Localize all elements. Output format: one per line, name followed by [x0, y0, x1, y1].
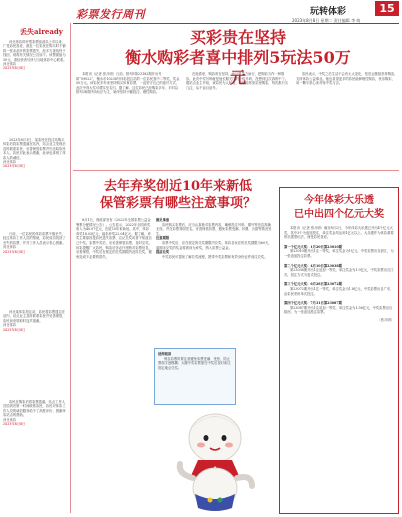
sidebar-block-text: 河北某体彩投注站，彩民将彩票遗忘在站内，站点业主及时联系彩民并妥善保管，彩民前来领取时连声道谢。: [3, 310, 66, 323]
sidebar-block-source: 河北体彩: [3, 417, 17, 422]
page-number-badge: 15: [375, 1, 399, 16]
mascot-right-eye: [222, 435, 227, 441]
article2-text: 8月1日，财政部发布《2022年全国彩票公益金筹集分配情况公告》。公告显示，2022年全国弃奖收入为40.07亿元，创近10年来新低。其中，体彩弃奖18.03亿元，福彩弃奖22.04亿元。据了解，弃奖主要原因是彩民遗失彩票、忘记兑奖或者不知道自己中奖。彩票中奖后，应妥善保管彩票，及时兑奖。体彩提醒广大彩民，购彩后务必仔细核对彩票信息，妥善保管，中奖后在规定的兑奖期限内及时兑奖，避免造成不必要的损失。: [76, 218, 152, 259]
article2-headline-line2: 保管彩票有哪些注意事项？: [99, 196, 256, 211]
sidebar-block: [3, 400, 67, 426]
section-title: 玩转体彩: [310, 7, 347, 17]
article3-intro: 本报讯（记者 张月明）截至8月2日，今年体彩大乐透已开出4个亿元大奖，其中3个为追加投注，单注奖金均达到1亿元以上。大乐透作为体彩重要的乐透型玩法，深受彩民喜爱。: [284, 226, 394, 240]
article3-text: 第23087期开出1注追加一等奖，单注奖金为1.56亿元，中奖彩票出自陕西，为一张追加投注彩票。: [284, 305, 393, 315]
article3-subheading: 第一个亿元大奖：1月20日第23010期: [284, 244, 342, 249]
article1-headline-line1: 买彩贵在坚持: [189, 28, 286, 47]
article3-text: 第23038期开出1注追加一等奖，单注奖金为1.9亿元，中奖彩票出自江苏，投注方式为复式投注。: [284, 268, 394, 277]
article1-text: 本报讯（记者 张月明）日前，排列5第23182期开出号码“09022”，衡水市10238号体彩投注站的一位彩民喜中二等奖，奖金50万元。该彩民多年来坚持购买体育彩票，一直坚守自己的选号方式，此次中得大奖可谓实至名归。据了解，这位彩民已经购彩多年，平时以排列3和排列5玩法为主，始终坚持小额投注、理性购彩。: [76, 72, 180, 95]
sidebar-divider: [70, 23, 71, 513]
sidebar-note-box: [154, 348, 236, 405]
sidebar-block: [3, 232, 67, 254]
sidebar-block-date: 2023年8月8日: [3, 164, 26, 169]
article-divider: [73, 170, 399, 171]
sidebar-block: [3, 310, 67, 332]
sidebar-block-source: 河北体彩: [3, 323, 17, 328]
article2-column-2: [156, 218, 274, 259]
article3-headline: [284, 194, 394, 222]
mascot-right-cheek: [225, 443, 233, 448]
sidebar-block-date: 2023年8月8日: [3, 66, 26, 71]
article2-headline: [86, 178, 270, 212]
mascot-left-cheek: [197, 443, 205, 448]
article3-headline-line1: 今年体彩大乐透: [304, 195, 374, 206]
article2-text: 彩民购买彩票后，应当认真核对彩票内容，确保投注号码、期号等信息准确无误，并在彩票背面签名。妥善保管彩票，避免彩票受潮、折叠、污损等情况发生。: [156, 222, 272, 236]
article3-text: 第23072期开出1注一等奖，单注奖金为1.8亿元，中奖彩票出自广东，由彩民采用单式投注。: [284, 286, 394, 296]
sidebar-block-date: 2023年8月8日: [3, 327, 26, 332]
mascot-head: [189, 414, 241, 462]
article2-headline-line1: 去年弃奖创近10年来新低: [103, 179, 253, 194]
article2-subheading: 提前兑奖: [156, 250, 170, 255]
note-box-text: 保存彩票时要注意避免彩票受潮、受热，防止票面字迹模糊；大额中奖彩票需在中奖后及时前往指定地点兑奖。: [158, 356, 231, 370]
note-box-title: 延伸阅读: [158, 352, 172, 356]
article3-subheading: 第三个亿元大奖：6月28日第23072期: [284, 282, 342, 287]
mascot-right-arm: [237, 477, 252, 486]
article3-headline-line2: 已中出四个亿元大奖: [294, 209, 384, 220]
article2-subheading: 做足准备: [156, 218, 170, 222]
sidebar-block-source: 河北体彩: [3, 245, 17, 250]
sidebar-block-text: 河北体彩即开型彩票刮刮乐上市以来，广受彩民喜爱，最近一位彩民在购买时不慎将一张未刮开的彩票遗失，经多方查找终于找回，现将有关情况公告如下。该票面值为30元，请拾获者尽快与当地体彩中心联系。: [3, 40, 67, 62]
date-line: 2023年8月8日 星期二 责任编辑 李 萌: [292, 18, 361, 23]
sidebar-block-source: 河北体彩: [3, 160, 17, 165]
article3-byline: （张月明）: [377, 317, 394, 322]
header-rule: [73, 23, 399, 24]
sidebar-title: 丢失already: [20, 27, 63, 36]
sidebar-block-text: 彩民在购彩后将彩票遗落，站点工作人员拾到后第一时间联系彩民，彩民对体彩工作人员的诚信服务给予了高度评价，感谢体彩站点的帮助。: [3, 400, 66, 418]
article3-subheading: 第二个亿元大奖：4月10日第23038期: [284, 263, 342, 268]
article1-headline-line2: 衡水购彩者喜中排列5玩法50万元: [125, 48, 351, 87]
mascot-left-arm: [180, 464, 193, 478]
article1-column-1: [76, 72, 180, 95]
sidebar-block: [3, 40, 67, 71]
article2-text: 彩票中奖后，应在规定的兑奖期限内兑奖。体彩各玩法的兑奖期限为60天，逾期未兑奖的奖金将被视为弃奖，纳入彩票公益金。: [156, 240, 272, 250]
mascot-button: [208, 498, 213, 503]
article3-text: 第23010期开出1注一等奖，单注奖金为1亿元，中奖彩票出自浙江，为一张追加投注彩票。: [284, 249, 394, 258]
article2-subheading: 注意期限: [156, 236, 170, 241]
article3-subheading: 第四个亿元大奖：7月31日第23087期: [284, 301, 342, 306]
article1-column-2: [186, 72, 290, 90]
sidebar-block-date: 2023年8月8日: [3, 249, 26, 254]
article1-column-3: [296, 72, 398, 86]
sidebar-block-text: 2023年8月1日，某彩民在投注站购买体彩后将彩票遗落在站内，站点业主发现后及时联系彩民，妥善保管彩票并归还给彩民本人，彩民对此表示感谢，此举也体现了体彩人的诚信。: [3, 138, 66, 160]
sidebar-block-source: 河北体彩: [3, 62, 17, 67]
sidebar-block: [3, 138, 67, 169]
mascot-button: [218, 498, 223, 503]
article2-column-1: [76, 218, 152, 259]
mascot-illustration: [160, 408, 270, 516]
article1-text: 在他看来，购彩贵在坚持，而且要量力而行，把购彩当作一种娱乐。此次中奖号码就是他长期关注的一组号码，没想到这次真的中了。据站点业主介绍，该彩民为人和善，平时经常来站里购彩，每次都只买几注，从不盲目追号。: [186, 72, 289, 90]
article1-text: 彩民表示，中奖之后生活不会有太大变化，依旧会继续坚持购彩，支持体彩公益事业。他也希望更多的彩民能够理性购彩，快乐购彩，用一颗平常心来对待中奖与否。: [296, 72, 398, 86]
sidebar-block-date: 2023年8月8日: [3, 422, 26, 427]
article3-body: [284, 226, 394, 323]
newspaper-logo: 彩票发行周刊: [76, 8, 145, 21]
article2-text: 中奖彩民可提前了解兑奖流程，携带中奖彩票和有效身份证件前往兑奖。: [162, 254, 268, 259]
sidebar-block-text: 日前，一位彩民的体彩彩票不慎丢失，经过体彩工作人员的帮助，彩民成功找回了丢失的彩票，并对工作人员表示衷心感谢。: [3, 232, 66, 245]
mascot-left-eye: [204, 435, 209, 441]
